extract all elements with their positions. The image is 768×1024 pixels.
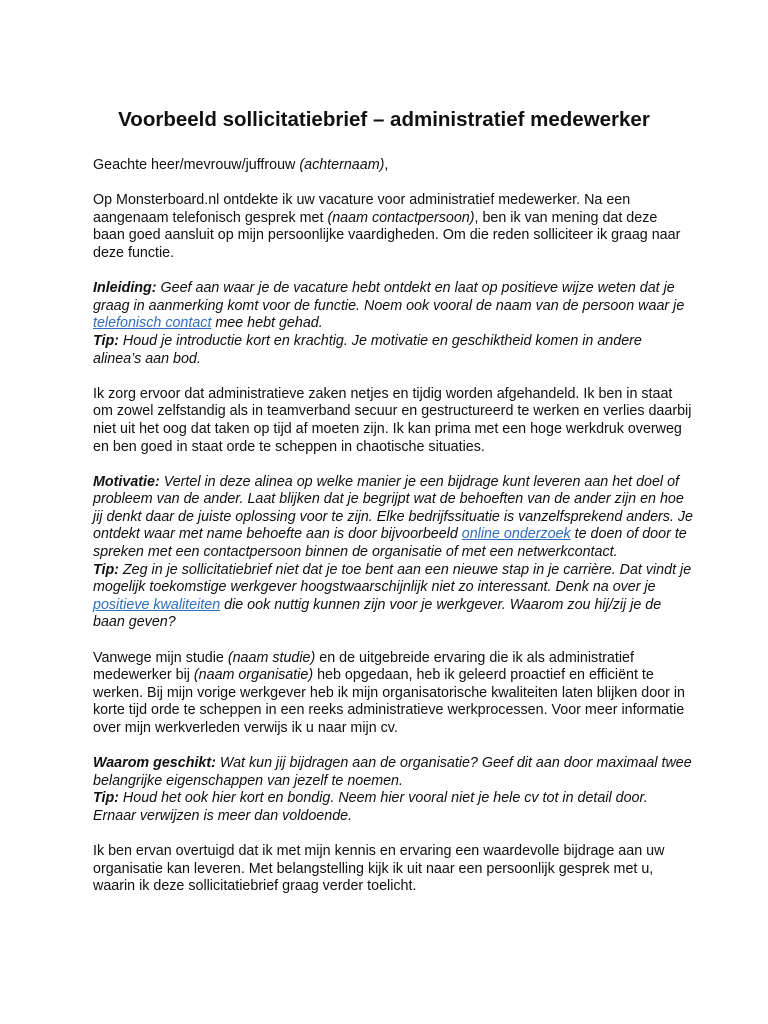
link-online-onderzoek[interactable]: online onderzoek <box>461 526 571 543</box>
link-telefonisch-contact[interactable]: telefonisch contact <box>93 315 212 332</box>
skills-paragraph: Ik zorg ervoor dat administratieve zaken netjes en tijdig worden afgehandeld. Ik ben in staat om zowel zelfstandig als in teamverband secuur en gestructureerd te werken en verlies daarbij niet uit het oog dat taken op tijd af moeten zijn. Ik kan prima met een hoge werkdruk overweg en ben goed in staat orde te scheppen in chaotische situaties. <box>93 385 692 455</box>
letter-body <box>93 157 693 896</box>
tip-carriere: Tip: Zeg in je sollicitatiebrief niet dat je toe bent aan een nieuwe stap in je carrière. Dat vindt je mogelijk toekomstige werkgever hoogstwaarschijnlijk niet zo interessant. Denk na over je positieve kwaliteiten die ook nuttig kunnen zijn voor je werkgever. Waarom zou hij/zij je de baan geven? <box>93 561 692 631</box>
hint-inleiding: Inleiding: Geef aan waar je de vacature hebt ontdekt en laat op positieve wijze weten dat je graag in aanmerking komt voor de functie. Noem ook vooral de naam van de persoon waar je telefonisch contact mee hebt gehad. <box>93 280 685 332</box>
experience-paragraph: Vanwege mijn studie (naam studie) en de uitgebreide ervaring die ik als administratief medewerker bij (naam organisatie) heb opgedaan, heb ik geleerd proactief en efficiënt te werken. Bij mijn vorige werkgever heb ik mijn organisatorische kwaliteiten laten blijken door in korte tijd orde te scheppen in een reeks administratieve werkprocessen. Voor meer informatie over mijn werkverleden verwijs ik u naar mijn cv. <box>93 649 686 736</box>
placeholder-surname: (achternaam) <box>299 157 385 173</box>
placeholder-contact: (naam contactpersoon) <box>327 209 475 226</box>
greeting: Geachte heer/mevrouw/juffrouw (achternaam), <box>93 157 389 173</box>
page-title: Voorbeeld sollicitatiebrief – administratief medewerker <box>118 108 650 131</box>
closing-paragraph: Ik ben ervan overtuigd dat ik met mijn kennis en ervaring een waardevolle bijdrage aan uw organisatie kan leveren. Met belangstelling kijk ik uit naar een persoonlijk gesprek met u, waarin ik deze sollicitatiebrief graag verder toelicht. <box>93 843 665 895</box>
link-positieve-kwaliteiten[interactable]: positieve kwaliteiten <box>93 596 221 613</box>
hint-label: Waarom geschikt: <box>93 755 216 772</box>
tip-label: Tip: <box>93 561 119 578</box>
hint-motivatie: Motivatie: Vertel in deze alinea op welke manier je een bijdrage kunt leveren aan het doel of probleem van de ander. Laat blijken dat je begrijpt wat de behoeften van de ander zijn en hoe jij denkt daar de juiste oplossing voor te zijn. Elke bedrijfssituatie is vanzelfsprekend anders. Je ontdekt waar met name behoefte aan is door bijvoorbeeld online onderzoek te doen of door te spreken met een contactpersoon binnen de organisatie of met een netwerkcontact. <box>93 473 693 561</box>
placeholder-study: (naam studie) <box>227 649 316 666</box>
tip-introductie: Tip: Houd je introductie kort en krachtig. Je motivatie en geschiktheid komen in andere alinea’s aan bod. <box>93 332 642 367</box>
hint-waarom-geschikt: Waarom geschikt: Wat kun jij bijdragen aan de organisatie? Geef dit aan door maximaal twee belangrijke eigenschappen van jezelf te noemen. <box>93 755 692 789</box>
hint-label: Inleiding: <box>93 280 157 297</box>
intro-paragraph: Op Monsterboard.nl ontdekte ik uw vacature voor administratief medewerker. Na een aangenaam telefonisch gesprek met (naam contactpersoon), ben ik van mening dat deze baan goed aansluit op mijn persoonlijke vaardigheden. Om die reden solliciteer ik graag naar deze functie. <box>93 192 681 261</box>
tip-kort-bondig: Tip: Houd het ook hier kort en bondig. Neem hier vooral niet je hele cv tot in detail door. Ernaar verwijzen is meer dan voldoende. <box>93 790 648 824</box>
hint-label: Motivatie: <box>93 473 160 490</box>
tip-label: Tip: <box>93 332 119 349</box>
tip-label: Tip: <box>93 790 119 807</box>
placeholder-organisation: (naam organisatie) <box>193 667 314 684</box>
